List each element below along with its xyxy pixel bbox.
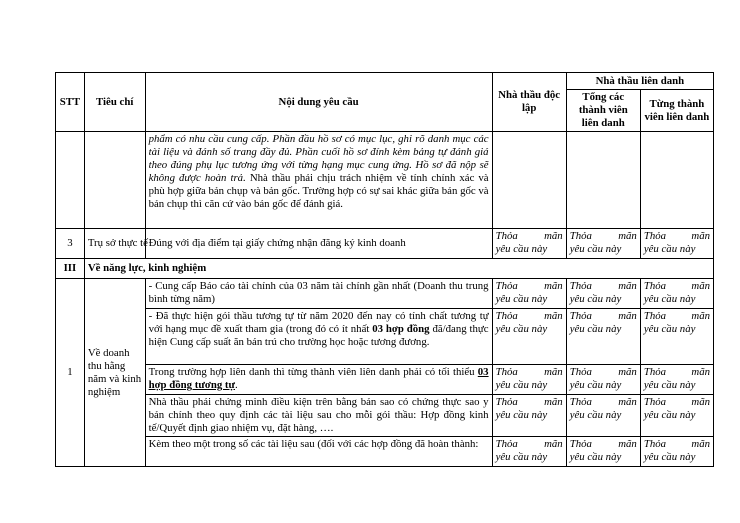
row1-tieu-chi: Về doanh thu hằng năm và kinh nghiệm [84,279,145,467]
continuation-normal: Nhà thầu phải chịu trách nhiệm về tính chính xác và phù hợp giữa bản chụp và bản gốc. Trường hợp có sự sai khác giữa bản gốc và bản chụp thì căn cứ vào bản gốc để đánh giá. [148,172,489,210]
row1-requirement-2: - Đã thực hiện gói thầu tương tự từ năm 2020 đến nay có tính chất tương tự với hạng mục đề xuất tham gia (trong đó có ít nhất 03 hợp đồng đã/đang thực hiện Cung cấp suất ăn bán trú cho trường học hoặc tương đương. [145,309,492,365]
header-tung: Từng thành viên liên danh [640,90,713,132]
row3-tieu-chi: Trụ sở thực tế [84,229,145,259]
row1-requirement-1: - Cung cấp Báo cáo tài chính của 03 năm tài chính gần nhất (Doanh thu trung bình từng năm) [145,279,492,309]
section-roman: III [56,259,85,279]
row1-stt: 1 [56,279,85,467]
ok-cell: Thỏa mãn yêu cầu này [640,365,713,395]
table-row [56,395,714,437]
ok-cell: Thỏa mãn yêu cầu này [566,437,640,467]
section-title: Về năng lực, kinh nghiệm [84,259,713,279]
row1-requirement-3: Trong trường hợp liên danh thì từng thành viên liên danh phải có tối thiểu 03 hợp đồng tương tự. [145,365,492,395]
ok-cell: Thỏa mãn yêu cầu này [492,229,566,259]
row1-requirement-5: Kèm theo một trong số các tài liệu sau (đối với các hợp đồng đã hoàn thành: [145,437,492,467]
ok-cell: Thỏa mãn yêu cầu này [566,395,640,437]
ok-cell: Thỏa mãn yêu cầu này [640,229,713,259]
section-row [56,259,714,279]
table-row [56,229,714,259]
header-tong-cac: Tổng các thành viên liên danh [566,90,640,132]
ok-cell: Thỏa mãn yêu cầu này [640,395,713,437]
header-nha-thau-doc-lap: Nhà thầu độc lập [492,73,566,132]
ok-cell: Thỏa mãn yêu cầu này [566,365,640,395]
ok-cell: Thỏa mãn yêu cầu này [492,437,566,467]
ok-cell: Thỏa mãn yêu cầu này [492,309,566,365]
header-tieu-chi: Tiêu chí [84,73,145,132]
ok-cell: Thỏa mãn yêu cầu này [492,279,566,309]
row1-requirement-4: Nhà thầu phải chứng minh điều kiện trên bằng bản sao có chứng thực sao y bản chính theo quy định các tài liệu sau cho mỗi gói thầu: Hợp đồng kinh tế/Quyết định giao nhiệm vụ, đặt hàng, …. [145,395,492,437]
table-row [56,365,714,395]
ok-cell: Thỏa mãn yêu cầu này [566,279,640,309]
table-row [56,437,714,467]
continuation-text [145,132,492,229]
table-row [56,279,714,309]
row3-stt: 3 [56,229,85,259]
continuation-italic: phẩm có nhu cầu cung cấp. Phần đầu hồ sơ có mục lục, ghi rõ danh mục các tài liệu và đánh số trang đầy đủ. Phần cuối hồ sơ đính kèm bảng tự đánh giá theo đúng phụ lục tương ứng với từng hạng mục cung ứng. Hồ sơ đã nộp sẽ không được hoàn trả. [148,133,489,184]
ok-cell: Thỏa mãn yêu cầu này [492,365,566,395]
row3-noi-dung: Đúng với địa điểm tại giấy chứng nhận đăng ký kinh doanh [145,229,492,259]
ok-cell: Thỏa mãn yêu cầu này [566,229,640,259]
table-row [56,132,714,229]
ok-cell: Thỏa mãn yêu cầu này [492,395,566,437]
ok-cell: Thỏa mãn yêu cầu này [566,309,640,365]
table-row [56,309,714,365]
header-nha-thau-lien-danh: Nhà thầu liên danh [566,73,713,90]
header-stt: STT [56,73,85,132]
ok-cell: Thỏa mãn yêu cầu này [640,437,713,467]
requirements-table [55,72,714,467]
ok-cell: Thỏa mãn yêu cầu này [640,309,713,365]
ok-cell: Thỏa mãn yêu cầu này [640,279,713,309]
header-noi-dung: Nội dung yêu cầu [145,73,492,132]
